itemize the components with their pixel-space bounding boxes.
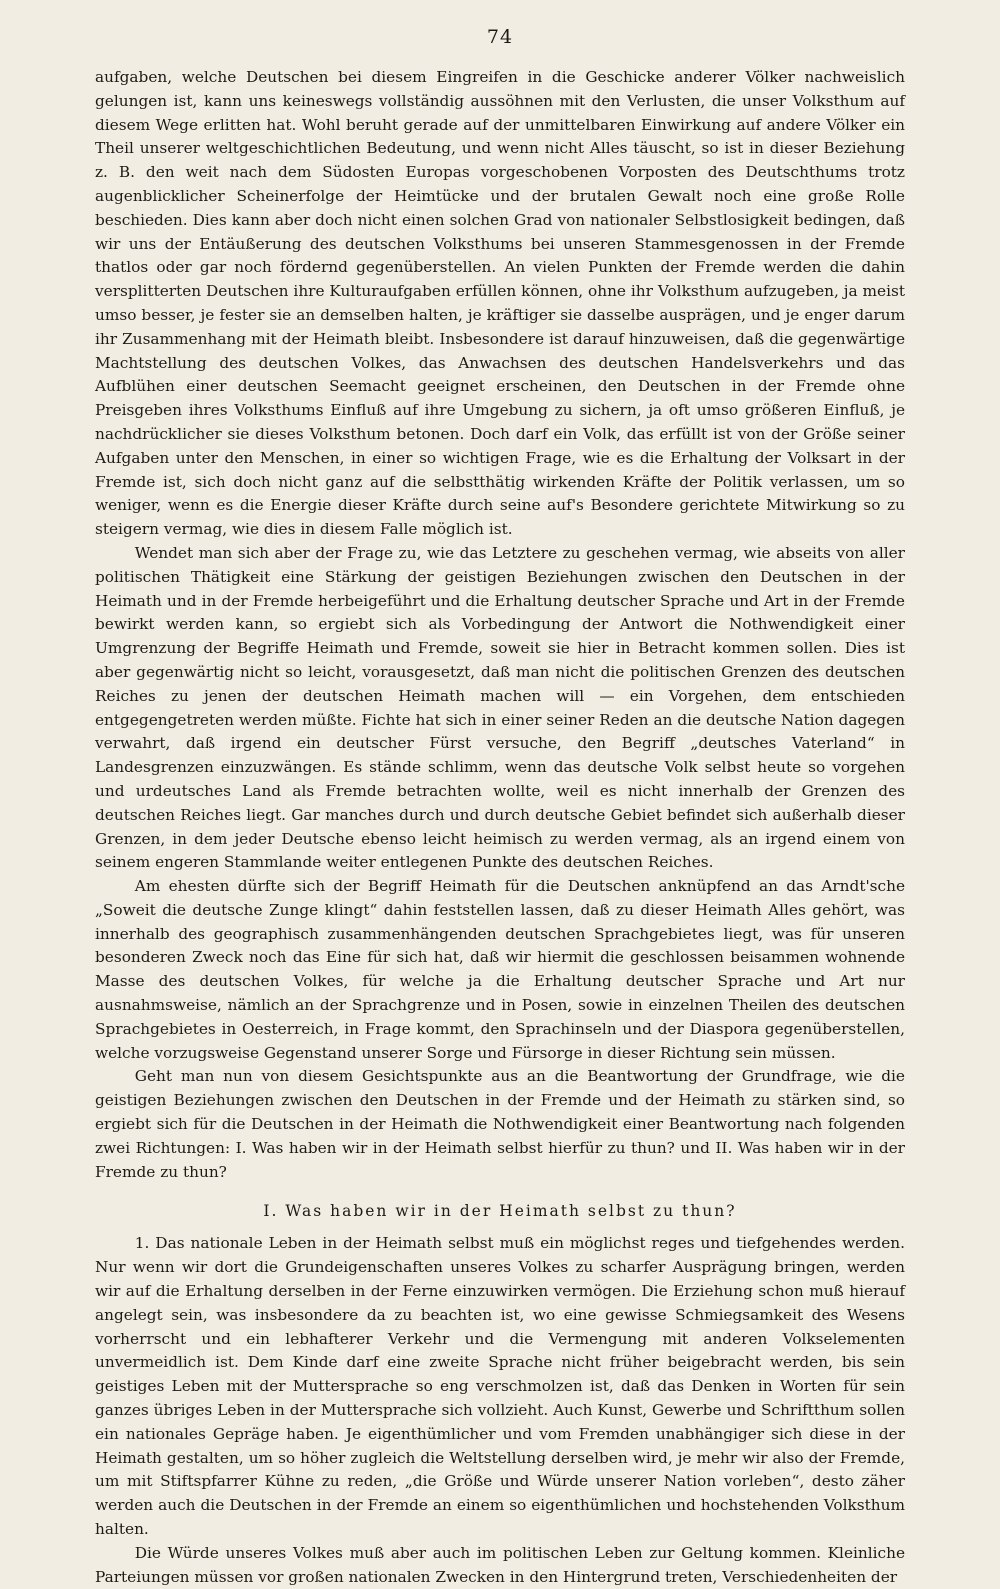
paragraph-2: Wendet man sich aber der Frage zu, wie das Letztere zu geschehen vermag, wie abseits von aller politischen Thätigkeit eine Stärkung der geistigen Beziehungen zwischen den Deutschen in der Heimath und in der Fremde herbeigeführt und die Erhaltung deutscher Sprache und Art in der Fremde bewirkt werden kann, so ergiebt sich als Vorbedingung der Antwort die Nothwendigkeit einer Umgrenzung der Begriffe Heimath und Fremde, soweit sie hier in Betracht kommen sollen. Dies ist aber gegenwärtig nicht so leicht, vorausgesetzt, daß man nicht die politischen Grenzen des deutschen Reiches zu jenen der deutschen Heimath machen will — ein Vorgehen, dem entschieden entgegengetreten werden müßte. Fichte hat sich in einer seiner Reden an die deutsche Nation dagegen verwahrt, daß irgend ein deutscher Fürst versuche, den Begriff „deutsches Vaterland“ in Landesgrenzen einzuzwängen. Es stände schlimm, wenn das deutsche Volk selbst heute so vorgehen und urdeutsches Land als Fremde betrachten wollte, weil es nicht innerhalb der Grenzen des deutschen Reiches liegt. Gar manches durch und durch deutsche Gebiet befindet sich außerhalb dieser Grenzen, in dem jeder Deutsche ebenso leicht heimisch zu werden vermag, als an irgend einem von seinem engeren Stammlande weiter entlegenen Punkte des deutschen Reiches. xyxy=(95,543,905,872)
section-paragraph-2: Die Würde unseres Volkes muß aber auch im politischen Leben zur Geltung kommen. Kleinliche Parteiungen müssen vor großen nationalen Zwecken in den Hintergrund treten, Verschiedenheiten der xyxy=(95,1543,905,1586)
page-number: 74 xyxy=(486,26,514,48)
paragraph-1: aufgaben, welche Deutschen bei diesem Eingreifen in die Geschicke anderer Völker nachweislich gelungen ist, kann uns keineswegs vollständig aussöhnen mit den Verlusten, die unser Volksthum auf diesem Wege erlitten hat. Wohl beruht gerade auf der unmittelbaren Einwirkung auf andere Völker ein Theil unserer weltgeschichtlichen Bedeutung, und wenn nicht Alles täuscht, so ist in dieser Beziehung z. B. den weit nach dem Südosten Europas vorgeschobenen Vorposten des Deutschthums trotz augenblicklicher Scheinerfolge der Heimtücke und der brutalen Gewalt noch eine große Rolle beschieden. Dies kann aber doch nicht einen solchen Grad von nationaler Selbstlosigkeit bedingen, daß wir uns der Entäußerung des deutschen Volksthums bei unseren Stammesgenossen in der Fremde thatlos oder gar noch fördernd gegenüberstellen. An vielen Punkten der Fremde werden die dahin versplitterten Deutschen ihre Kulturaufgaben erfüllen können, ohne ihr Volksthum aufzugeben, ja meist umso besser, je fester sie an demselben halten, je kräftiger sie dasselbe ausprägen, und je enger darum ihr Zusammenhang mit der Heimath bleibt. Insbesondere ist darauf hinzuweisen, daß die gegenwärtige Machtstellung des deutschen Volkes, das Anwachsen des deutschen Handelsverkehrs und das Aufblühen einer deutschen Seemacht geeignet erscheinen, den Deutschen in der Fremde ohne Preisgeben ihres Volksthums Einfluß auf ihre Umgebung zu sichern, ja oft umso größeren Einfluß, je nachdrücklicher sie dieses Volksthum betonen. Doch darf ein Volk, das erfüllt ist von der Größe seiner Aufgaben unter den Menschen, in einer so wichtigen Frage, wie es die Erhaltung der Volksart in der Fremde ist, sich doch nicht ganz auf die selbstthätig wirkenden Kräfte der Politik verlassen, um so weniger, wenn es die Energie dieser Kräfte durch seine auf's Besondere gerichtete Mitwirkung so zu steigern vermag, wie dies in diesem Falle möglich ist. xyxy=(95,68,905,539)
paragraph-3: Am ehesten dürfte sich der Begriff Heimath für die Deutschen anknüpfend an das Arndt'sche „Soweit die deutsche Zunge klingt“ dahin feststellen lassen, daß zu dieser Heimath Alles gehört, was innerhalb des geographisch zusammenhängenden deutschen Sprachgebietes liegt, was für unseren besonderen Zweck noch das Eine für sich hat, daß wir hiermit die geschlossen beisammen wohnende Masse des deutschen Volkes, für welche ja die Erhaltung deutscher Sprache und Art nur ausnahmsweise, nämlich an der Sprachgrenze und in Posen, sowie in einzelnen Theilen des deutschen Sprachgebietes in Oesterreich, in Frage kommt, den Sprachinseln und der Diaspora gegenüberstellen, welche vorzugsweise Gegenstand unserer Sorge und Fürsorge in dieser Richtung sein müssen. xyxy=(95,877,905,1062)
paragraph-4: Geht man nun von diesem Gesichtspunkte aus an die Beantwortung der Grundfrage, wie die geistigen Beziehungen zwischen den Deutschen in der Fremde und der Heimath zu stärken sind, so ergiebt sich für die Deutschen in der Heimath die Nothwendigkeit einer Beantwortung nach folgenden zwei Richtungen: I. Was haben wir in der Heimath selbst hierfür zu thun? und II. Was haben wir in der Fremde zu thun? xyxy=(95,1067,905,1181)
section-paragraph-1: 1. Das nationale Leben in der Heimath selbst muß ein möglichst reges und tiefgehendes werden. Nur wenn wir dort die Grundeigenschaften unseres Volkes zu scharfer Ausprägung bringen, werden wir auf die Erhaltung derselben in der Ferne einzuwirken vermögen. Die Erziehung schon muß hierauf angelegt sein, was insbesondere da zu beachten ist, wo eine gewisse Schmiegsamkeit des Wesens vorherrscht und ein lebhafterer Verkehr und die Vermengung mit anderen Volkselementen unvermeidlich ist. Dem Kinde darf eine zweite Sprache nicht früher beigebracht werden, bis sein geistiges Leben mit der Muttersprache so eng verschmolzen ist, daß das Denken in Worten für sein ganzes übriges Leben in der Muttersprache sich vollzieht. Auch Kunst, Gewerbe und Schriftthum sollen ein nationales Gepräge haben. Je eigenthümlicher und vom Fremden unabhängiger sich diese in der Heimath gestalten, um so höher zugleich die Weltstellung derselben wird, je mehr wir also der Fremde, um mit Stiftspfarrer Kühne zu reden, „die Größe und Würde unserer Nation vorleben“, desto zäher werden auch die Deutschen in der Fremde an einem so eigenthümlichen und hochstehenden Volksthum halten. xyxy=(95,1234,905,1539)
section-heading: I. Was haben wir in der Heimath selbst zu thun? xyxy=(263,1202,737,1221)
